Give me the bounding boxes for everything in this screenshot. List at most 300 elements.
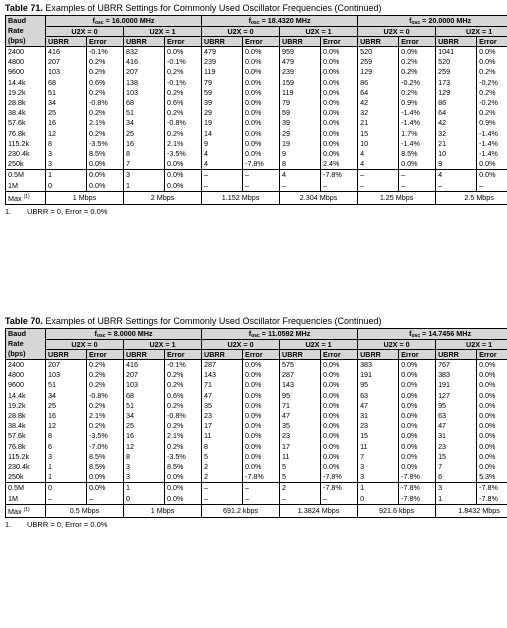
ubrr-value-cell: 42 bbox=[358, 98, 399, 108]
ubrr-value-cell: 47 bbox=[280, 411, 321, 421]
ubrr-value-cell: 259 bbox=[436, 67, 477, 77]
error-value-cell: – bbox=[477, 180, 507, 191]
ubrr-value-cell: – bbox=[202, 180, 243, 191]
ubrr-value-cell: 64 bbox=[358, 88, 399, 98]
error-value-cell: 0.0% bbox=[477, 391, 507, 401]
fosc-value: = 8.0000 MHz bbox=[105, 329, 153, 338]
error-value-cell: 0.0% bbox=[243, 442, 280, 452]
error-value-cell: – bbox=[243, 493, 280, 504]
u2x1-header: U2X = 1 bbox=[124, 27, 202, 37]
ubrr-value-cell: 127 bbox=[436, 391, 477, 401]
ubrr-column-header: UBRR bbox=[124, 350, 165, 360]
baud-rate-cell: 1M bbox=[6, 180, 46, 191]
error-value-cell: -0.8% bbox=[165, 411, 202, 421]
error-value-cell: 0.0% bbox=[477, 360, 507, 371]
error-value-cell: 0.0% bbox=[165, 159, 202, 170]
error-value-cell: 0.0% bbox=[243, 462, 280, 472]
ubrr-value-cell: 31 bbox=[358, 411, 399, 421]
error-value-cell: -1.4% bbox=[477, 149, 507, 159]
table-row bbox=[6, 401, 507, 411]
baud-header-line: Rate bbox=[8, 339, 24, 348]
ubrr-value-cell: 14 bbox=[202, 129, 243, 139]
ubrr-value-cell: 12 bbox=[124, 442, 165, 452]
ubrr-column-header: UBRR bbox=[280, 37, 321, 47]
baud-rate-cell: 14.4k bbox=[6, 78, 46, 88]
ubrr-value-cell: 95 bbox=[280, 391, 321, 401]
error-value-cell: 0.0% bbox=[165, 170, 202, 181]
error-value-cell: -7.8% bbox=[243, 472, 280, 483]
ubrr-value-cell: – bbox=[202, 170, 243, 181]
ubrr-value-cell: 239 bbox=[280, 67, 321, 77]
footnote-number: 1. bbox=[5, 519, 12, 529]
baud-rate-cell: 28.8k bbox=[6, 411, 46, 421]
error-value-cell: 0.0% bbox=[243, 129, 280, 139]
ubrr-value-cell: 63 bbox=[436, 411, 477, 421]
table-row bbox=[6, 360, 507, 371]
fosc-header bbox=[202, 329, 358, 340]
table-footnote bbox=[5, 520, 502, 530]
fosc-value: = 14.7456 MHz bbox=[420, 329, 472, 338]
ubrr-value-cell: 3 bbox=[46, 149, 87, 159]
fosc-value: = 16.0000 MHz bbox=[103, 16, 155, 25]
ubrr-value-cell: 25 bbox=[46, 401, 87, 411]
error-value-cell: 0.6% bbox=[165, 391, 202, 401]
ubrr-value-cell: 12 bbox=[46, 129, 87, 139]
error-value-cell: -1.4% bbox=[399, 118, 436, 128]
ubrr-value-cell: – bbox=[46, 493, 87, 504]
ubrr-value-cell: 143 bbox=[202, 370, 243, 380]
ubrr-value-cell: – bbox=[358, 170, 399, 181]
error-value-cell: 0.0% bbox=[243, 401, 280, 411]
ubrr-value-cell: 1 bbox=[124, 180, 165, 191]
ubrr-column-header: UBRR bbox=[46, 350, 87, 360]
ubrr-value-cell: 3 bbox=[46, 452, 87, 462]
fosc-subscript: osc bbox=[411, 20, 421, 26]
ubrr-value-cell: 3 bbox=[124, 472, 165, 483]
ubrr-value-cell: 383 bbox=[358, 360, 399, 371]
error-value-cell: 0.2% bbox=[399, 88, 436, 98]
ubrr-value-cell: 1 bbox=[46, 472, 87, 483]
error-value-cell: 8.5% bbox=[87, 462, 124, 472]
error-value-cell: 0.2% bbox=[165, 380, 202, 390]
error-value-cell: 0.0% bbox=[243, 98, 280, 108]
error-value-cell: 0.0% bbox=[321, 462, 358, 472]
ubrr-value-cell: 32 bbox=[358, 108, 399, 118]
error-value-cell: 0.2% bbox=[87, 108, 124, 118]
ubrr-value-cell: 25 bbox=[124, 421, 165, 431]
ubrr-value-cell: 207 bbox=[46, 57, 87, 67]
ubrr-value-cell: 1 bbox=[436, 493, 477, 504]
fosc-value: = 20.0000 MHz bbox=[420, 16, 472, 25]
ubrr-column-header: UBRR bbox=[280, 350, 321, 360]
fosc-symbol: f bbox=[409, 329, 412, 338]
ubrr-value-cell: 4 bbox=[202, 159, 243, 170]
ubrr-value-cell: 287 bbox=[202, 360, 243, 371]
max-row bbox=[6, 504, 507, 517]
ubrr-value-cell: 17 bbox=[202, 421, 243, 431]
error-value-cell: 0.0% bbox=[321, 67, 358, 77]
error-value-cell: -1.4% bbox=[399, 139, 436, 149]
error-value-cell: – bbox=[243, 180, 280, 191]
ubrr-settings-table bbox=[5, 328, 507, 518]
ubrr-value-cell: 5 bbox=[280, 462, 321, 472]
ubrr-column-header: UBRR bbox=[436, 37, 477, 47]
ubrr-value-cell: 8 bbox=[202, 442, 243, 452]
footnote-number: 1. bbox=[5, 206, 12, 216]
error-value-cell: -0.1% bbox=[87, 47, 124, 58]
error-value-cell: -0.1% bbox=[165, 57, 202, 67]
fosc-header bbox=[46, 16, 202, 27]
error-value-cell: 0.0% bbox=[243, 108, 280, 118]
error-value-cell: 0.0% bbox=[243, 421, 280, 431]
error-value-cell: 0.2% bbox=[165, 108, 202, 118]
error-value-cell: 0.2% bbox=[87, 370, 124, 380]
error-value-cell: 0.0% bbox=[87, 483, 124, 494]
error-value-cell: 0.0% bbox=[243, 380, 280, 390]
baud-rate-cell: 1M bbox=[6, 493, 46, 504]
ubrr-value-cell: 31 bbox=[436, 431, 477, 441]
table-71-block bbox=[5, 3, 502, 217]
ubrr-value-cell: 191 bbox=[436, 380, 477, 390]
ubrr-value-cell: 51 bbox=[46, 380, 87, 390]
error-value-cell: 0.0% bbox=[321, 360, 358, 371]
baud-rate-cell: 0.5M bbox=[6, 170, 46, 181]
ubrr-value-cell: 17 bbox=[280, 442, 321, 452]
fosc-symbol: f bbox=[92, 16, 95, 25]
max-label-cell bbox=[6, 191, 46, 204]
ubrr-column-header: UBRR bbox=[202, 350, 243, 360]
fosc-header bbox=[358, 329, 507, 340]
error-value-cell: 0.0% bbox=[399, 462, 436, 472]
error-value-cell: 0.0% bbox=[399, 159, 436, 170]
error-value-cell: 0.2% bbox=[165, 67, 202, 77]
error-value-cell: 0.0% bbox=[399, 47, 436, 58]
ubrr-value-cell: – bbox=[280, 493, 321, 504]
error-value-cell: -1.4% bbox=[477, 129, 507, 139]
error-value-cell: – bbox=[399, 170, 436, 181]
error-value-cell: -0.2% bbox=[477, 98, 507, 108]
fosc-subscript: osc bbox=[251, 333, 260, 339]
baud-rate-cell: 2400 bbox=[6, 47, 46, 58]
error-column-header: Error bbox=[321, 37, 358, 47]
error-value-cell: -7.0% bbox=[87, 442, 124, 452]
baud-rate-cell: 250k bbox=[6, 159, 46, 170]
ubrr-value-cell: 10 bbox=[436, 149, 477, 159]
error-value-cell: 0.0% bbox=[321, 98, 358, 108]
table-row bbox=[6, 98, 507, 108]
error-value-cell: 0.2% bbox=[165, 401, 202, 411]
table-row bbox=[6, 170, 507, 181]
error-value-cell: 5.3% bbox=[477, 472, 507, 483]
max-rate-cell: 1.8432 Mbps bbox=[436, 504, 507, 517]
max-footnote-ref: (1) bbox=[23, 193, 30, 200]
error-value-cell: -7.8% bbox=[477, 483, 507, 494]
error-value-cell: 0.6% bbox=[87, 78, 124, 88]
table-row bbox=[6, 421, 507, 431]
error-value-cell: 0.0% bbox=[87, 170, 124, 181]
table-row bbox=[6, 57, 507, 67]
error-value-cell: 8.5% bbox=[87, 149, 124, 159]
ubrr-value-cell: 239 bbox=[202, 57, 243, 67]
baud-rate-header bbox=[6, 16, 46, 47]
ubrr-value-cell: 4 bbox=[358, 149, 399, 159]
ubrr-value-cell: 16 bbox=[46, 118, 87, 128]
baud-rate-cell: 9600 bbox=[6, 380, 46, 390]
error-value-cell: 0.0% bbox=[477, 421, 507, 431]
error-column-header: Error bbox=[243, 37, 280, 47]
error-column-header: Error bbox=[243, 350, 280, 360]
ubrr-value-cell: 2 bbox=[280, 483, 321, 494]
error-value-cell: 0.0% bbox=[477, 380, 507, 390]
ubrr-value-cell: 3 bbox=[124, 462, 165, 472]
baud-rate-cell: 76.8k bbox=[6, 129, 46, 139]
ubrr-value-cell: 21 bbox=[436, 139, 477, 149]
max-rate-cell: 2.5 Mbps bbox=[436, 191, 507, 204]
table-row bbox=[6, 483, 507, 494]
table-row bbox=[6, 472, 507, 483]
ubrr-value-cell: 1 bbox=[358, 483, 399, 494]
error-value-cell: -7.8% bbox=[399, 472, 436, 483]
table-row bbox=[6, 108, 507, 118]
ubrr-value-cell: 8 bbox=[124, 452, 165, 462]
error-value-cell: 0.0% bbox=[165, 180, 202, 191]
error-column-header: Error bbox=[477, 350, 507, 360]
ubrr-column-header: UBRR bbox=[202, 37, 243, 47]
error-value-cell: -7.8% bbox=[321, 472, 358, 483]
error-value-cell: 0.0% bbox=[321, 129, 358, 139]
error-value-cell: 0.0% bbox=[321, 391, 358, 401]
error-column-header: Error bbox=[399, 37, 436, 47]
ubrr-value-cell: 4 bbox=[436, 170, 477, 181]
error-value-cell: 0.0% bbox=[321, 47, 358, 58]
baud-rate-cell: 19.2k bbox=[6, 88, 46, 98]
ubrr-value-cell: 0 bbox=[124, 493, 165, 504]
table-row bbox=[6, 47, 507, 58]
ubrr-value-cell: 2 bbox=[202, 472, 243, 483]
ubrr-value-cell: 159 bbox=[280, 78, 321, 88]
footnote-text: UBRR = 0, Error = 0.0% bbox=[27, 519, 108, 529]
error-value-cell: – bbox=[87, 493, 124, 504]
table-row bbox=[6, 462, 507, 472]
max-rate-cell: 1 Mbps bbox=[46, 191, 124, 204]
u2x0-header: U2X = 0 bbox=[202, 340, 280, 350]
ubrr-value-cell: 35 bbox=[202, 401, 243, 411]
error-value-cell: – bbox=[321, 493, 358, 504]
ubrr-value-cell: 8 bbox=[46, 431, 87, 441]
error-value-cell: 1.7% bbox=[399, 129, 436, 139]
ubrr-value-cell: 4 bbox=[358, 159, 399, 170]
ubrr-value-cell: – bbox=[202, 483, 243, 494]
ubrr-value-cell: 25 bbox=[124, 129, 165, 139]
ubrr-value-cell: 71 bbox=[280, 401, 321, 411]
error-value-cell: 0.0% bbox=[477, 452, 507, 462]
error-value-cell: 0.0% bbox=[477, 431, 507, 441]
error-value-cell: -0.1% bbox=[165, 78, 202, 88]
error-value-cell: 0.0% bbox=[477, 411, 507, 421]
ubrr-value-cell: 3 bbox=[124, 170, 165, 181]
error-value-cell: 0.0% bbox=[165, 493, 202, 504]
ubrr-value-cell: 103 bbox=[124, 380, 165, 390]
ubrr-value-cell: 383 bbox=[436, 370, 477, 380]
ubrr-value-cell: 79 bbox=[202, 78, 243, 88]
baud-rate-cell: 28.8k bbox=[6, 98, 46, 108]
error-value-cell: -0.2% bbox=[399, 78, 436, 88]
ubrr-value-cell: 39 bbox=[202, 98, 243, 108]
error-value-cell: -3.5% bbox=[87, 431, 124, 441]
ubrr-value-cell: 207 bbox=[124, 370, 165, 380]
max-rate-cell: 2.304 Mbps bbox=[280, 191, 358, 204]
error-value-cell: -7.8% bbox=[399, 493, 436, 504]
header-row-u2x bbox=[6, 340, 507, 350]
ubrr-value-cell: – bbox=[202, 493, 243, 504]
error-value-cell: 0.0% bbox=[165, 483, 202, 494]
max-footnote-ref: (1) bbox=[23, 506, 30, 513]
ubrr-value-cell: 479 bbox=[280, 57, 321, 67]
ubrr-value-cell: 15 bbox=[358, 431, 399, 441]
error-value-cell: – bbox=[399, 180, 436, 191]
error-value-cell: 0.0% bbox=[399, 370, 436, 380]
table-row bbox=[6, 118, 507, 128]
ubrr-value-cell: 95 bbox=[358, 380, 399, 390]
ubrr-value-cell: 16 bbox=[124, 431, 165, 441]
error-value-cell: 0.2% bbox=[399, 57, 436, 67]
ubrr-value-cell: 11 bbox=[202, 431, 243, 441]
ubrr-value-cell: 16 bbox=[124, 139, 165, 149]
error-value-cell: 2.4% bbox=[321, 159, 358, 170]
table-row bbox=[6, 67, 507, 77]
error-value-cell: – bbox=[321, 180, 358, 191]
error-value-cell: 0.2% bbox=[87, 88, 124, 98]
table-row bbox=[6, 129, 507, 139]
ubrr-value-cell: 23 bbox=[202, 411, 243, 421]
error-value-cell: 0.0% bbox=[321, 380, 358, 390]
ubrr-value-cell: 86 bbox=[358, 78, 399, 88]
header-row-columns bbox=[6, 350, 507, 360]
ubrr-value-cell: – bbox=[436, 180, 477, 191]
table-row bbox=[6, 180, 507, 191]
error-value-cell: 0.2% bbox=[87, 401, 124, 411]
ubrr-value-cell: 34 bbox=[46, 391, 87, 401]
ubrr-value-cell: 767 bbox=[436, 360, 477, 371]
ubrr-value-cell: 68 bbox=[46, 78, 87, 88]
error-value-cell: -1.4% bbox=[477, 139, 507, 149]
error-value-cell: -3.5% bbox=[87, 139, 124, 149]
max-rate-cell: 1.25 Mbps bbox=[358, 191, 436, 204]
max-rate-cell: 921.6 kbps bbox=[358, 504, 436, 517]
ubrr-value-cell: 39 bbox=[280, 118, 321, 128]
error-value-cell: -0.2% bbox=[477, 78, 507, 88]
ubrr-value-cell: 9 bbox=[280, 149, 321, 159]
ubrr-value-cell: 47 bbox=[436, 421, 477, 431]
error-column-header: Error bbox=[399, 350, 436, 360]
error-value-cell: 0.0% bbox=[243, 452, 280, 462]
ubrr-value-cell: 15 bbox=[436, 452, 477, 462]
error-column-header: Error bbox=[321, 350, 358, 360]
error-value-cell: 0.0% bbox=[477, 462, 507, 472]
ubrr-value-cell: 207 bbox=[124, 67, 165, 77]
error-value-cell: 0.2% bbox=[165, 129, 202, 139]
ubrr-value-cell: 6 bbox=[436, 472, 477, 483]
ubrr-value-cell: 34 bbox=[124, 411, 165, 421]
error-value-cell: 0.0% bbox=[321, 401, 358, 411]
ubrr-value-cell: 12 bbox=[46, 421, 87, 431]
ubrr-value-cell: 4 bbox=[202, 149, 243, 159]
ubrr-value-cell: 0 bbox=[358, 493, 399, 504]
ubrr-value-cell: 8 bbox=[280, 159, 321, 170]
max-label: Max bbox=[8, 193, 22, 203]
ubrr-value-cell: 479 bbox=[202, 47, 243, 58]
ubrr-value-cell: 86 bbox=[436, 98, 477, 108]
baud-rate-header bbox=[6, 329, 46, 360]
fosc-value: = 11.0592 MHz bbox=[259, 329, 311, 338]
ubrr-value-cell: 32 bbox=[436, 129, 477, 139]
error-value-cell: 0.2% bbox=[87, 129, 124, 139]
table-footnote bbox=[5, 207, 502, 217]
baud-header-line: (bps) bbox=[8, 349, 26, 358]
baud-rate-cell: 2400 bbox=[6, 360, 46, 371]
header-row-fosc bbox=[6, 329, 507, 340]
fosc-header bbox=[358, 16, 507, 27]
error-value-cell: 0.0% bbox=[321, 442, 358, 452]
error-value-cell: 0.0% bbox=[399, 442, 436, 452]
error-value-cell: 0.0% bbox=[399, 431, 436, 441]
baud-header-line: Rate bbox=[8, 26, 24, 35]
ubrr-value-cell: 23 bbox=[280, 431, 321, 441]
ubrr-value-cell: 63 bbox=[358, 391, 399, 401]
error-value-cell: -3.5% bbox=[165, 149, 202, 159]
error-value-cell: 2.1% bbox=[165, 139, 202, 149]
error-value-cell: 0.0% bbox=[321, 78, 358, 88]
ubrr-value-cell: 129 bbox=[358, 67, 399, 77]
error-column-header: Error bbox=[477, 37, 507, 47]
error-value-cell: 0.0% bbox=[399, 391, 436, 401]
ubrr-value-cell: 59 bbox=[280, 108, 321, 118]
error-value-cell: -0.8% bbox=[87, 98, 124, 108]
error-value-cell: 0.2% bbox=[477, 67, 507, 77]
table-caption bbox=[5, 316, 502, 328]
ubrr-value-cell: 129 bbox=[436, 88, 477, 98]
error-value-cell: 0.0% bbox=[321, 431, 358, 441]
ubrr-value-cell: 0 bbox=[46, 180, 87, 191]
error-value-cell: -7.8% bbox=[321, 170, 358, 181]
fosc-subscript: osc bbox=[96, 333, 106, 339]
error-value-cell: 0.2% bbox=[165, 370, 202, 380]
fosc-subscript: osc bbox=[94, 20, 104, 26]
table-row bbox=[6, 149, 507, 159]
baud-rate-cell: 14.4k bbox=[6, 391, 46, 401]
ubrr-value-cell: 47 bbox=[202, 391, 243, 401]
u2x1-header: U2X = 1 bbox=[280, 27, 358, 37]
fosc-header bbox=[202, 16, 358, 27]
ubrr-value-cell: 5 bbox=[202, 452, 243, 462]
error-value-cell: – bbox=[243, 483, 280, 494]
ubrr-value-cell: 1 bbox=[46, 170, 87, 181]
ubrr-value-cell: 23 bbox=[358, 421, 399, 431]
ubrr-value-cell: 103 bbox=[46, 370, 87, 380]
table-row bbox=[6, 391, 507, 401]
table-row bbox=[6, 370, 507, 380]
error-value-cell: 0.0% bbox=[243, 67, 280, 77]
error-value-cell: 0.0% bbox=[87, 159, 124, 170]
ubrr-value-cell: 19 bbox=[280, 139, 321, 149]
fosc-value: = 18.4320 MHz bbox=[259, 16, 311, 25]
fosc-symbol: f bbox=[94, 329, 97, 338]
table-row bbox=[6, 411, 507, 421]
u2x0-header: U2X = 0 bbox=[202, 27, 280, 37]
ubrr-value-cell: 51 bbox=[46, 88, 87, 98]
error-value-cell: 0.2% bbox=[87, 360, 124, 371]
ubrr-value-cell: 6 bbox=[46, 442, 87, 452]
